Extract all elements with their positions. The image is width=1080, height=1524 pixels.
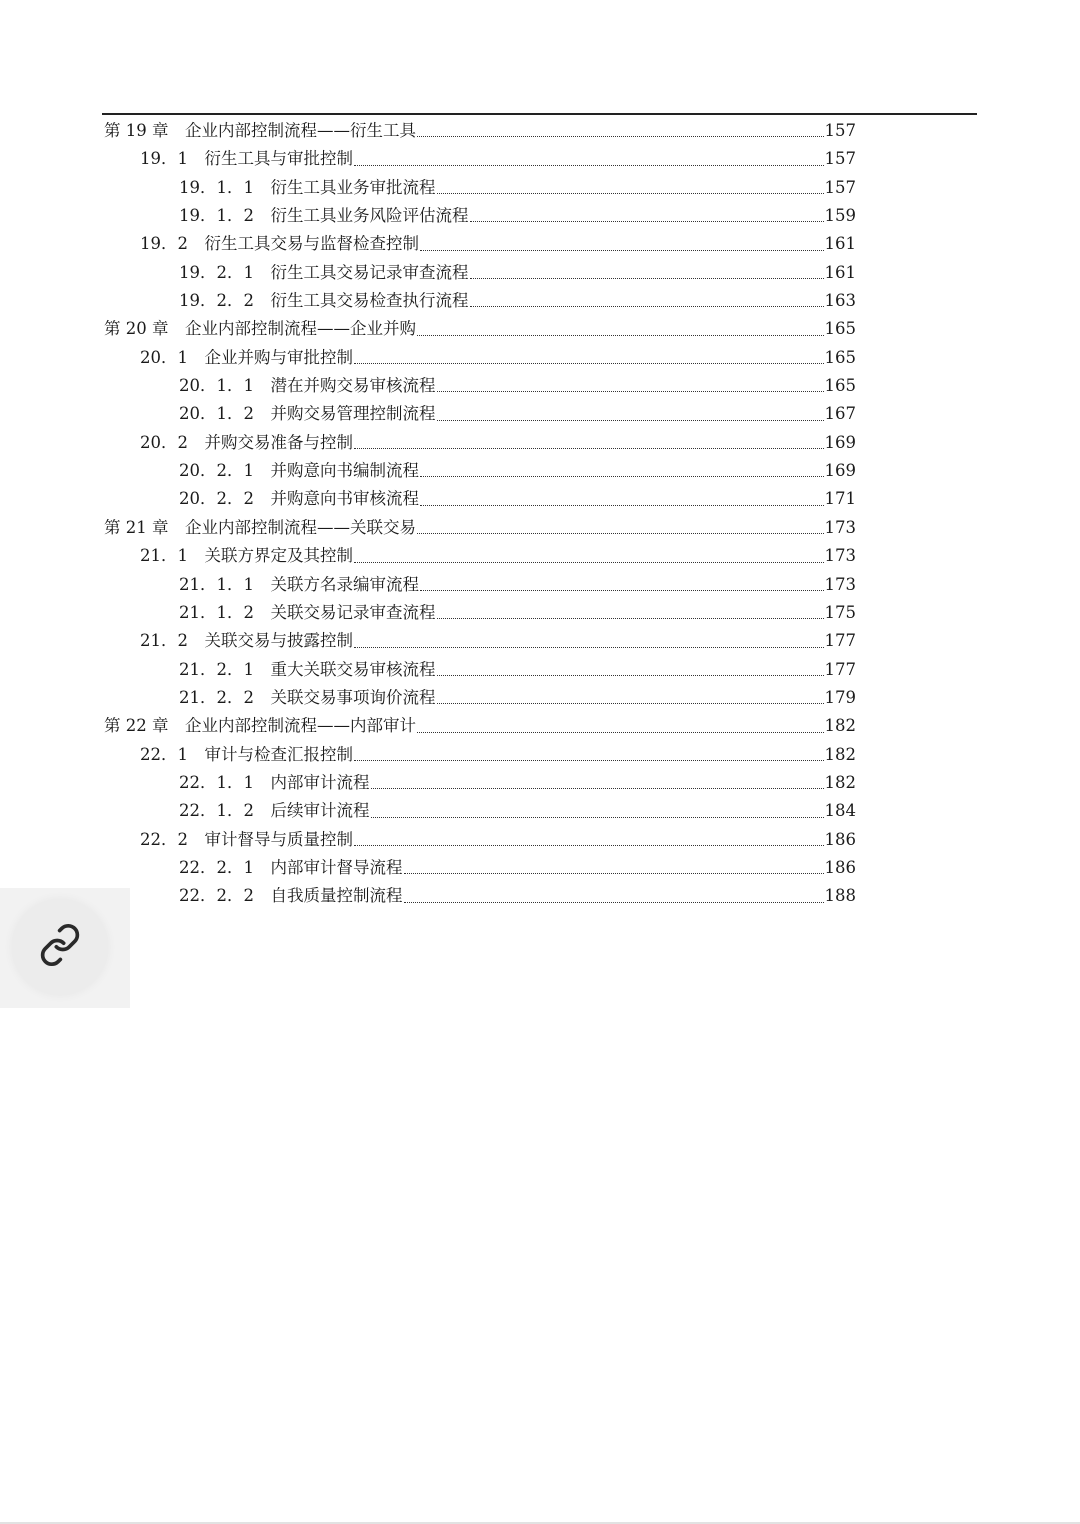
toc-page-number: 173 <box>824 517 856 537</box>
toc-entry-title: 22．1．2 后续审计流程 <box>179 801 370 821</box>
toc-entry-title: 20．1．2 并购交易管理控制流程 <box>179 404 436 424</box>
toc-entry[interactable] <box>104 485 856 513</box>
toc-page-number: 182 <box>824 772 856 792</box>
toc-page-number: 182 <box>824 744 856 764</box>
toc-entry-title: 第 21 章 企业内部控制流程——关联交易 <box>104 517 416 537</box>
table-of-contents <box>104 117 856 911</box>
dot-leader <box>354 627 824 655</box>
toc-entry[interactable] <box>104 627 856 655</box>
dot-leader <box>437 656 824 684</box>
dot-leader <box>417 514 824 542</box>
toc-entry-title: 第 20 章 企业内部控制流程——企业并购 <box>104 319 416 339</box>
toc-page-number: 173 <box>824 546 856 566</box>
dot-leader <box>420 485 824 513</box>
toc-entry[interactable] <box>104 230 856 258</box>
header-rule <box>102 113 977 115</box>
dot-leader <box>420 230 824 258</box>
toc-page-number: 165 <box>824 347 856 367</box>
dot-leader <box>417 712 824 740</box>
dot-leader <box>437 400 824 428</box>
dot-leader <box>437 174 824 202</box>
toc-entry[interactable] <box>104 372 856 400</box>
toc-entry[interactable] <box>104 315 856 343</box>
toc-entry[interactable] <box>104 287 856 315</box>
toc-entry[interactable] <box>104 741 856 769</box>
toc-entry[interactable] <box>104 826 856 854</box>
dot-leader <box>417 117 824 145</box>
dot-leader <box>437 684 824 712</box>
toc-page-number: 184 <box>824 801 856 821</box>
dot-leader <box>354 429 824 457</box>
toc-entry[interactable] <box>104 712 856 740</box>
toc-entry[interactable] <box>104 656 856 684</box>
toc-page-number: 157 <box>824 149 856 169</box>
toc-entry[interactable] <box>104 542 856 570</box>
toc-entry-title: 19．1．1 衍生工具业务审批流程 <box>179 177 436 197</box>
dot-leader <box>470 202 824 230</box>
dot-leader <box>470 287 824 315</box>
toc-entry-title: 20．1 企业并购与审批控制 <box>140 347 353 367</box>
toc-entry-title: 19．2．2 衍生工具交易检查执行流程 <box>179 291 469 311</box>
toc-entry-title: 第 22 章 企业内部控制流程——内部审计 <box>104 716 416 736</box>
toc-entry-title: 21．1 关联方界定及其控制 <box>140 546 353 566</box>
dot-leader <box>420 457 824 485</box>
toc-entry-title: 21．1．1 关联方名录编审流程 <box>179 574 419 594</box>
toc-page-number: 169 <box>824 461 856 481</box>
toc-entry-title: 20．2．2 并购意向书审核流程 <box>179 489 419 509</box>
link-icon <box>38 923 82 971</box>
toc-entry[interactable] <box>104 400 856 428</box>
toc-entry[interactable] <box>104 429 856 457</box>
toc-entry-title: 21．2．2 关联交易事项询价流程 <box>179 687 436 707</box>
toc-entry[interactable] <box>104 684 856 712</box>
toc-entry[interactable] <box>104 259 856 287</box>
toc-page-number: 175 <box>824 602 856 622</box>
toc-page-number: 157 <box>824 121 856 140</box>
toc-entry[interactable] <box>104 854 856 882</box>
toc-page-number: 179 <box>824 687 856 707</box>
toc-entry[interactable] <box>104 457 856 485</box>
dot-leader <box>404 854 824 882</box>
toc-entry-title: 19．2．1 衍生工具交易记录审查流程 <box>179 262 469 282</box>
toc-page-number: 177 <box>824 659 856 679</box>
toc-entry[interactable] <box>104 882 856 910</box>
toc-entry[interactable] <box>104 797 856 825</box>
toc-entry[interactable] <box>104 145 856 173</box>
toc-page-number: 165 <box>824 319 856 339</box>
toc-entry[interactable] <box>104 117 856 145</box>
toc-entry-title: 22．2．1 内部审计督导流程 <box>179 857 403 877</box>
dot-leader <box>371 797 824 825</box>
toc-entry-title: 第 19 章 企业内部控制流程——衍生工具 <box>104 121 416 140</box>
toc-entry[interactable] <box>104 174 856 202</box>
dot-leader <box>354 542 824 570</box>
copy-link-button[interactable] <box>12 899 108 995</box>
toc-entry-title: 21．2．1 重大关联交易审核流程 <box>179 659 436 679</box>
toc-entry[interactable] <box>104 599 856 627</box>
dot-leader <box>437 372 824 400</box>
toc-entry-title: 21．1．2 关联交易记录审查流程 <box>179 602 436 622</box>
toc-entry[interactable] <box>104 344 856 372</box>
toc-page-number: 165 <box>824 376 856 396</box>
toc-page-number: 182 <box>824 716 856 736</box>
toc-entry[interactable] <box>104 514 856 542</box>
toc-page-number: 171 <box>824 489 856 509</box>
toc-entry[interactable] <box>104 202 856 230</box>
toc-page-number: 163 <box>824 291 856 311</box>
dot-leader <box>437 599 824 627</box>
toc-entry[interactable] <box>104 571 856 599</box>
toc-entry-title: 20．2．1 并购意向书编制流程 <box>179 461 419 481</box>
dot-leader <box>404 882 824 910</box>
toc-page-number: 186 <box>824 857 856 877</box>
toc-entry-title: 21．2 关联交易与披露控制 <box>140 631 353 651</box>
toc-page-number: 169 <box>824 432 856 452</box>
toc-entry[interactable] <box>104 769 856 797</box>
toc-entry-title: 19．1 衍生工具与审批控制 <box>140 149 353 169</box>
toc-page-number: 188 <box>824 886 856 906</box>
toc-entry-title: 19．2 衍生工具交易与监督检查控制 <box>140 234 419 254</box>
dot-leader <box>420 571 824 599</box>
toc-page-number: 173 <box>824 574 856 594</box>
dot-leader <box>354 145 824 173</box>
toc-page-number: 161 <box>824 234 856 254</box>
toc-page-number: 167 <box>824 404 856 424</box>
toc-entry-title: 22．1 审计与检查汇报控制 <box>140 744 353 764</box>
toc-entry-title: 22．1．1 内部审计流程 <box>179 772 370 792</box>
toc-entry-title: 20．1．1 潜在并购交易审核流程 <box>179 376 436 396</box>
dot-leader <box>470 259 824 287</box>
toc-entry-title: 20．2 并购交易准备与控制 <box>140 432 353 452</box>
toc-page-number: 186 <box>824 829 856 849</box>
toc-entry-title: 19．1．2 衍生工具业务风险评估流程 <box>179 206 469 226</box>
dot-leader <box>371 769 824 797</box>
toc-entry-title: 22．2．2 自我质量控制流程 <box>179 886 403 906</box>
toc-page-number: 161 <box>824 262 856 282</box>
toc-page-number: 177 <box>824 631 856 651</box>
toc-page-number: 159 <box>824 206 856 226</box>
dot-leader <box>417 315 824 343</box>
dot-leader <box>354 826 824 854</box>
dot-leader <box>354 344 824 372</box>
dot-leader <box>354 741 824 769</box>
toc-page-number: 157 <box>824 177 856 197</box>
toc-entry-title: 22．2 审计督导与质量控制 <box>140 829 353 849</box>
